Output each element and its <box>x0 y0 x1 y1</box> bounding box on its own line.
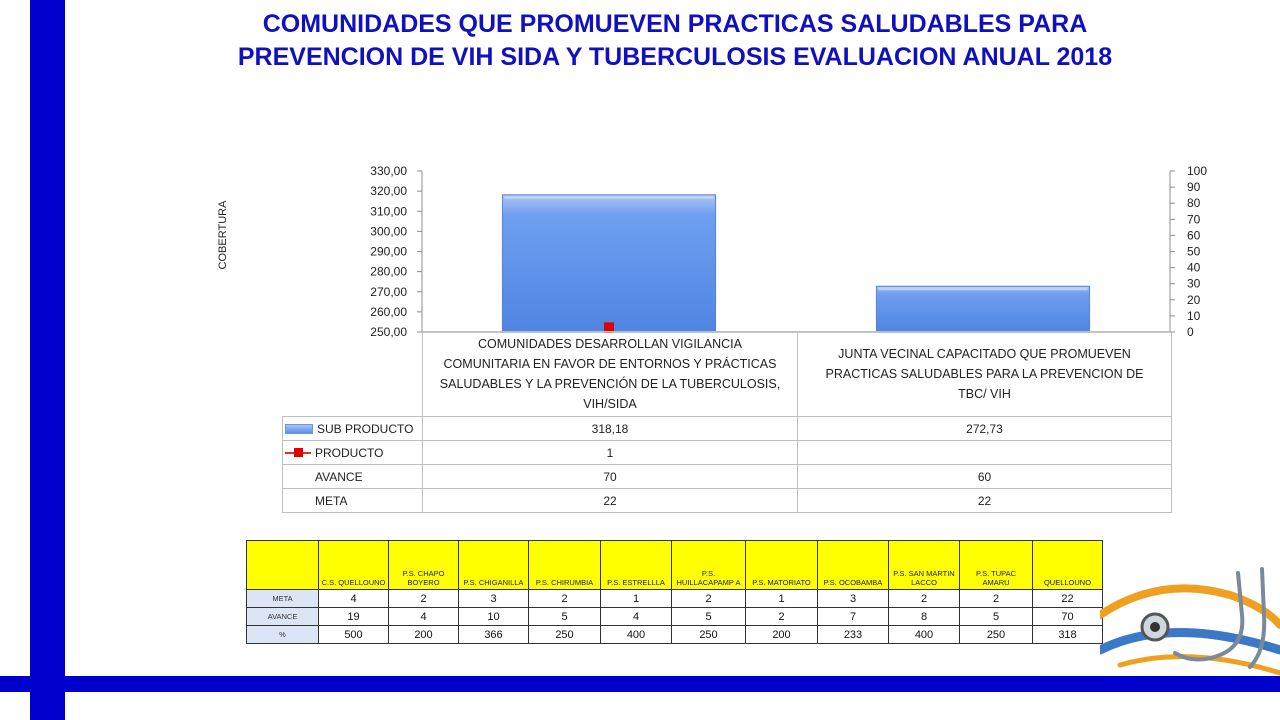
series-row-sub-producto <box>283 417 1172 441</box>
bar-highlight <box>504 196 713 199</box>
table-cell: 5 <box>960 608 1033 626</box>
column-header: P.S. TUPAC AMARU <box>960 541 1033 590</box>
data-label: 70 <box>423 465 798 489</box>
y-tick-label: 300,00 <box>370 224 407 239</box>
title-line-2: PREVENCION DE VIH SIDA Y TUBERCULOSIS EVALUACION ANUAL 2018 <box>237 43 1113 71</box>
table-cell: 200 <box>746 626 818 644</box>
y-tick-label: 290,00 <box>370 244 407 259</box>
table-cell: 3 <box>459 590 529 608</box>
stethoscope-icon <box>1100 555 1280 680</box>
y-tick-label: 270,00 <box>370 284 407 299</box>
data-label: 272,73 <box>798 417 1172 441</box>
series-row-producto <box>283 441 1172 465</box>
category-corner <box>283 332 423 417</box>
series-name: META <box>315 493 348 508</box>
column-header: P.S. CHIGANILLA <box>459 541 529 590</box>
table-cell: 250 <box>960 626 1033 644</box>
legend-bar-swatch <box>285 424 313 434</box>
summary-corner-cell <box>247 541 319 590</box>
table-cell: 22 <box>1033 590 1103 608</box>
category-label-1: COMUNIDADES DESARROLLAN VIGILANCIA COMUNITARIA EN FAVOR DE ENTORNOS Y PRÁCTICAS SALUDABLES Y LA PREVENCIÓN DE LA TUBERCULOSIS, VIH/SIDA <box>423 332 798 417</box>
table-cell: 2 <box>529 590 601 608</box>
series-name: PRODUCTO <box>315 445 384 460</box>
data-label <box>798 441 1172 465</box>
y-tick-label: 310,00 <box>370 204 407 219</box>
table-cell: 2 <box>960 590 1033 608</box>
series-row-avance <box>283 465 1172 489</box>
y2-tick-label: 70 <box>1187 212 1201 227</box>
table-cell: 500 <box>319 626 389 644</box>
data-label: 318,18 <box>423 417 798 441</box>
table-cell: 19 <box>319 608 389 626</box>
y2-tick-label: 80 <box>1187 196 1201 211</box>
table-cell: 10 <box>459 608 529 626</box>
table-cell: 366 <box>459 626 529 644</box>
chart-data-table <box>282 331 1172 513</box>
column-header: QUELLOUNO <box>1033 541 1103 590</box>
y2-tick-label: 40 <box>1187 260 1201 275</box>
column-header: P.S. CHAPO BOYERO <box>389 541 459 590</box>
y2-tick-label: 100 <box>1187 164 1208 178</box>
column-header: C.S. QUELLOUNO <box>319 541 389 590</box>
table-cell: 2 <box>746 608 818 626</box>
y-axis-title-text: COBERTURA <box>217 200 229 270</box>
series-header <box>283 489 423 513</box>
y2-tick-label: 90 <box>1187 180 1201 195</box>
data-label: 1 <box>423 441 798 465</box>
y2-tick-label: 20 <box>1187 292 1201 307</box>
series-row-meta <box>283 489 1172 513</box>
table-cell: 200 <box>389 626 459 644</box>
series-name: AVANCE <box>315 469 363 484</box>
category-row <box>283 332 1172 417</box>
summary-row-meta <box>247 590 1103 608</box>
table-cell: 5 <box>529 608 601 626</box>
table-cell: 4 <box>319 590 389 608</box>
table-cell: 400 <box>889 626 960 644</box>
series-header <box>283 441 423 465</box>
table-cell: 2 <box>672 590 746 608</box>
bottom-accent-bar <box>0 676 1280 692</box>
y2-tick-label: 30 <box>1187 276 1201 291</box>
table-cell: 70 <box>1033 608 1103 626</box>
data-label: 22 <box>423 489 798 513</box>
bar <box>876 286 1089 332</box>
series-header <box>283 465 423 489</box>
establishment-summary-table <box>246 540 1103 644</box>
table-cell: 5 <box>672 608 746 626</box>
y2-tick-label: 0 <box>1187 325 1194 339</box>
table-cell: 4 <box>601 608 672 626</box>
y2-tick-label: 60 <box>1187 228 1201 243</box>
title-line-1: COMUNIDADES QUE PROMUEVEN PRACTICAS SALUDABLES PARA <box>262 10 1088 38</box>
table-cell: 318 <box>1033 626 1103 644</box>
table-cell: 1 <box>601 590 672 608</box>
y-tick-label: 320,00 <box>370 184 407 199</box>
y2-tick-label: 10 <box>1187 308 1201 323</box>
summary-row-avance <box>247 608 1103 626</box>
table-cell: 250 <box>529 626 601 644</box>
bar <box>502 195 715 332</box>
table-cell: 400 <box>601 626 672 644</box>
table-cell: 1 <box>746 590 818 608</box>
column-header: P.S. HUILLACAPAMP A <box>672 541 746 590</box>
table-cell: 233 <box>818 626 889 644</box>
table-cell: 8 <box>889 608 960 626</box>
bar-highlight <box>878 287 1087 290</box>
y-tick-label: 330,00 <box>370 164 407 178</box>
series-header <box>283 417 423 441</box>
column-header: P.S. CHIRUMBIA <box>529 541 601 590</box>
column-header: P.S. ESTRELLLA <box>601 541 672 590</box>
summary-row-percent <box>247 626 1103 644</box>
row-header: % <box>247 626 319 644</box>
data-label: 22 <box>798 489 1172 513</box>
table-cell: 3 <box>818 590 889 608</box>
category-label-2: JUNTA VECINAL CAPACITADO QUE PROMUEVEN PRACTICAS SALUDABLES PARA LA PREVENCION DE TBC/ VIH <box>798 332 1172 417</box>
table-cell: 4 <box>389 608 459 626</box>
series-name: SUB PRODUCTO <box>317 421 414 436</box>
column-header: P.S. SAN MARTIN LACCO <box>889 541 960 590</box>
y-tick-label: 250,00 <box>370 325 407 339</box>
legend-line-marker-swatch <box>285 448 311 458</box>
y-tick-label: 280,00 <box>370 264 407 279</box>
y2-tick-label: 50 <box>1187 244 1201 259</box>
data-label: 60 <box>798 465 1172 489</box>
summary-header-row <box>247 541 1103 590</box>
column-header: P.S. OCOBAMBA <box>818 541 889 590</box>
column-header: P.S. MATORIATO <box>746 541 818 590</box>
row-header: AVANCE <box>247 608 319 626</box>
row-header: META <box>247 590 319 608</box>
y-tick-label: 260,00 <box>370 304 407 319</box>
table-cell: 7 <box>818 608 889 626</box>
table-cell: 2 <box>389 590 459 608</box>
table-cell: 2 <box>889 590 960 608</box>
table-cell: 250 <box>672 626 746 644</box>
